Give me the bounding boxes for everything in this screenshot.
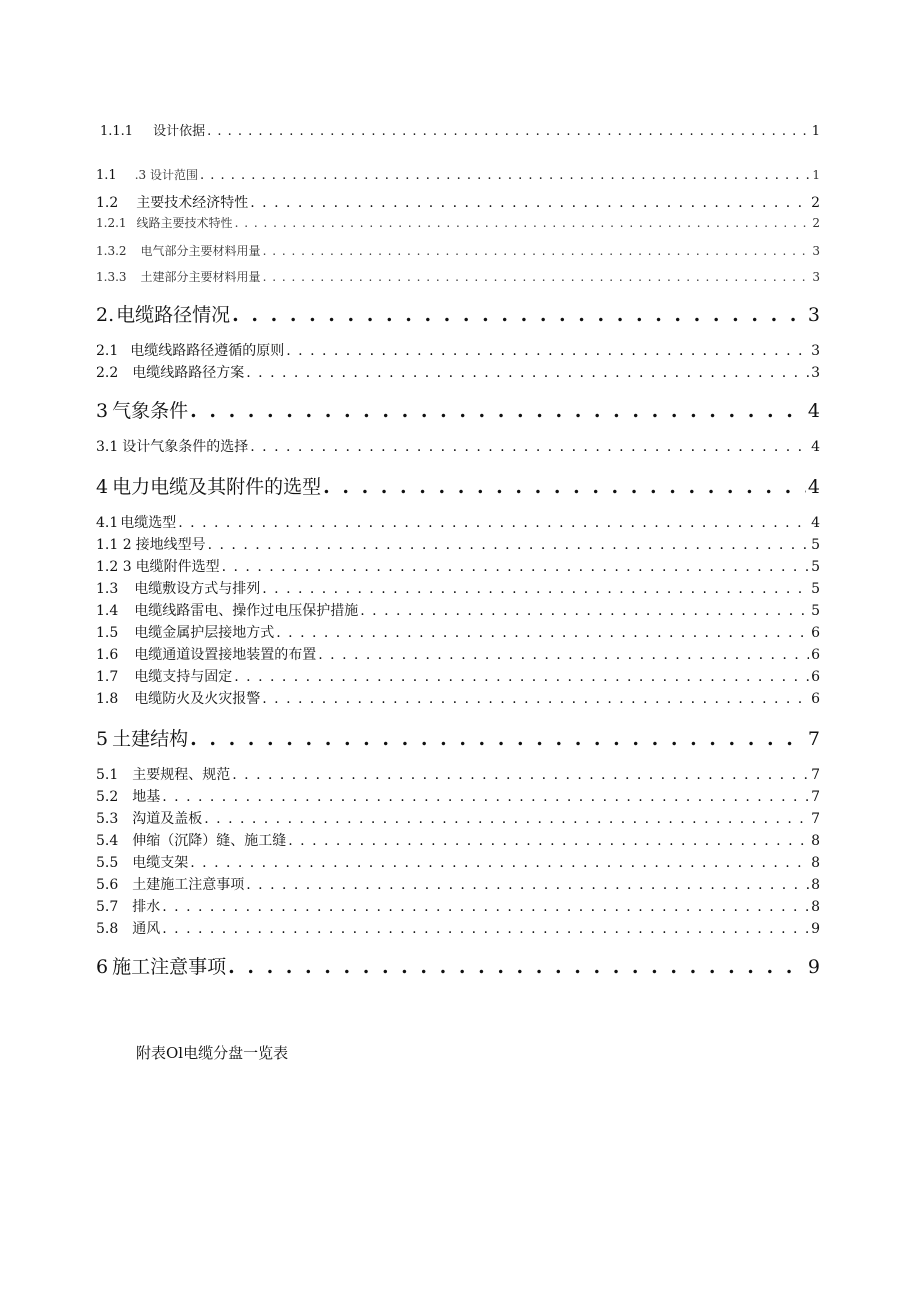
toc-entry[interactable] xyxy=(96,918,820,938)
dot-leader xyxy=(207,124,810,139)
toc-number: 1.2 3 xyxy=(96,559,132,575)
toc-title: 电缆线路雷电、操作过电压保护措施 xyxy=(134,603,359,619)
toc-entry-chapter[interactable] xyxy=(96,396,820,423)
dot-leader xyxy=(234,669,809,685)
toc-title: 电缆线路路径遵循的原则 xyxy=(130,343,285,359)
toc-number: 1.1 2 xyxy=(96,537,132,553)
dot-leader xyxy=(162,789,809,805)
dot-leader xyxy=(190,855,809,871)
toc-page-number: 9 xyxy=(811,921,820,937)
toc-page-number: 3 xyxy=(807,304,820,326)
toc-entry[interactable] xyxy=(96,166,820,183)
toc-title: 电缆通道设置接地装置的布置 xyxy=(134,647,317,663)
toc-page-number: 4 xyxy=(807,400,820,422)
toc-entry-chapter[interactable] xyxy=(96,952,820,979)
toc-number: 2.2 xyxy=(96,365,119,381)
toc-title: 土建结构 xyxy=(112,728,189,750)
toc-entry-chapter[interactable] xyxy=(96,472,820,499)
toc-number: 1.4 xyxy=(96,603,119,619)
toc-number: 5.6 xyxy=(96,877,119,893)
toc-entry-chapter[interactable] xyxy=(96,724,820,751)
toc-title: 接地线型号 xyxy=(135,537,206,553)
toc-number: 3 xyxy=(96,400,109,422)
toc-title: 施工注意事项 xyxy=(112,956,227,978)
toc-title: 电缆防火及火灾报警 xyxy=(134,691,261,707)
toc-entry-chapter[interactable] xyxy=(96,300,820,327)
dot-leader xyxy=(276,625,809,641)
toc-title: 主要技术经济特性 xyxy=(136,195,249,211)
toc-entry[interactable] xyxy=(96,340,820,360)
dot-leader xyxy=(232,767,809,783)
toc-page-number: 7 xyxy=(811,789,820,805)
toc-number: 1.1 xyxy=(96,168,117,183)
toc-title: 地基 xyxy=(132,789,161,805)
toc-entry[interactable] xyxy=(96,644,820,664)
toc-entry[interactable] xyxy=(96,896,820,916)
toc-page-number: 3 xyxy=(811,365,820,381)
toc-page-number: 2 xyxy=(811,195,820,211)
toc-entry[interactable] xyxy=(96,436,820,456)
toc-number: 5.5 xyxy=(96,855,119,871)
toc-number: 3.1 xyxy=(96,439,119,455)
dot-leader xyxy=(162,899,809,915)
toc-title: 气象条件 xyxy=(112,400,189,422)
toc-page-number: 2 xyxy=(812,216,820,230)
toc-page-number: 8 xyxy=(811,833,820,849)
dot-leader xyxy=(228,956,806,978)
toc-title: 主要规程、规范 xyxy=(132,767,231,783)
dot-leader xyxy=(232,304,806,326)
toc-title: 设计气象条件的选择 xyxy=(122,439,249,455)
toc-title: 电缆路径情况 xyxy=(116,304,231,326)
dot-leader xyxy=(235,216,811,230)
toc-page-number: 7 xyxy=(811,811,820,827)
toc-title: 设计依据 xyxy=(153,124,206,139)
toc-number: 1.2 xyxy=(96,195,119,211)
toc-title: 电缆附件选型 xyxy=(135,559,220,575)
toc-entry[interactable] xyxy=(96,852,820,872)
toc-page-number: 3 xyxy=(811,343,820,359)
toc-page-number: 5 xyxy=(811,537,820,553)
toc-number: 1.8 xyxy=(96,691,119,707)
toc-number: 5 xyxy=(96,728,109,750)
toc-number: 5.8 xyxy=(96,921,119,937)
toc-number: 5.4 xyxy=(96,833,119,849)
toc-entry[interactable] xyxy=(96,362,820,382)
toc-entry[interactable] xyxy=(96,268,820,285)
toc-page-number: 6 xyxy=(811,647,820,663)
toc-number: 1.5 xyxy=(96,625,119,641)
toc-page-number: 7 xyxy=(807,728,820,750)
toc-page-number: 5 xyxy=(811,559,820,575)
toc-entry[interactable] xyxy=(96,830,820,850)
toc-title: 电缆金属护层接地方式 xyxy=(134,625,275,641)
toc-title: 沟道及盖板 xyxy=(132,811,203,827)
dot-leader xyxy=(222,559,809,575)
dot-leader xyxy=(190,728,806,750)
appendix-title[interactable]: 附表Ol电缆分盘一览表 xyxy=(136,1044,289,1062)
toc-title: 电缆支架 xyxy=(132,855,189,871)
toc-number: 2. xyxy=(96,304,115,326)
toc-entry[interactable] xyxy=(96,622,820,642)
toc-number: 5.3 xyxy=(96,811,119,827)
toc-page-number: 8 xyxy=(811,877,820,893)
toc-title: 电气部分主要材料用量 xyxy=(140,244,261,258)
toc-page-number: 7 xyxy=(811,767,820,783)
toc-number: 1.2.1 xyxy=(96,216,127,230)
dot-leader xyxy=(250,439,809,455)
toc-title: 电缆线路路径方案 xyxy=(132,365,245,381)
toc-page-number: 8 xyxy=(811,855,820,871)
dot-leader xyxy=(208,537,809,553)
dot-leader xyxy=(263,244,811,258)
toc-entry[interactable] xyxy=(96,578,820,598)
toc-title: 电缆选型 xyxy=(120,515,177,531)
toc-entry[interactable] xyxy=(96,214,820,231)
toc-entry[interactable] xyxy=(96,874,820,894)
dot-leader xyxy=(360,603,809,619)
toc-entry[interactable] xyxy=(96,600,820,620)
toc-page-number: 5 xyxy=(811,603,820,619)
toc-page-number: 3 xyxy=(812,244,820,258)
toc-page-number: 4 xyxy=(811,515,820,531)
toc-entry[interactable] xyxy=(96,120,820,139)
dot-leader xyxy=(250,195,809,211)
toc-entry[interactable] xyxy=(96,556,820,576)
dot-leader xyxy=(318,647,809,663)
dot-leader xyxy=(162,921,809,937)
toc-entry[interactable] xyxy=(96,242,820,259)
toc-entry[interactable] xyxy=(96,764,820,784)
toc-number: 1.7 xyxy=(96,669,119,685)
toc-title: 通风 xyxy=(132,921,161,937)
dot-leader xyxy=(200,168,810,183)
toc-number: 5.2 xyxy=(96,789,119,805)
toc-number: 1.3 xyxy=(96,581,119,597)
toc-number: 1.3.3 xyxy=(96,270,127,284)
toc-page-number: 1 xyxy=(811,124,820,139)
dot-leader xyxy=(263,270,811,284)
toc-title: 土建部分主要材料用量 xyxy=(140,270,261,284)
dot-leader xyxy=(323,476,806,498)
toc-title: 伸缩（沉降）缝、施工缝 xyxy=(132,833,287,849)
toc-entry[interactable] xyxy=(96,688,820,708)
toc-page-number: 4 xyxy=(807,476,820,498)
toc-title: 排水 xyxy=(132,899,161,915)
toc-page-number: 3 xyxy=(812,270,820,284)
toc-title: .3 设计范围 xyxy=(134,168,198,182)
toc-page-number: 5 xyxy=(811,581,820,597)
toc-title: 电缆支持与固定 xyxy=(134,669,233,685)
toc-page-number: 6 xyxy=(811,625,820,641)
toc-entry[interactable] xyxy=(96,808,820,828)
dot-leader xyxy=(246,877,809,893)
dot-leader xyxy=(178,515,809,531)
toc-number: 6 xyxy=(96,956,109,978)
toc-number: 5.1 xyxy=(96,767,119,783)
toc-title: 电缆敷设方式与排列 xyxy=(134,581,261,597)
toc-title: 电力电缆及其附件的选型 xyxy=(112,476,322,498)
toc-page-number: 8 xyxy=(811,899,820,915)
toc-number: 2.1 xyxy=(96,343,119,359)
toc-number: 5.7 xyxy=(96,899,119,915)
toc-page-number: 4 xyxy=(811,439,820,455)
dot-leader xyxy=(262,691,809,707)
toc-number: 1.3.2 xyxy=(96,244,127,258)
dot-leader xyxy=(288,833,809,849)
toc-number: 1.1.1 xyxy=(100,124,134,139)
toc-entry[interactable] xyxy=(96,666,820,686)
toc-page-number: 6 xyxy=(811,691,820,707)
toc-title: 土建施工注意事项 xyxy=(132,877,245,893)
toc-page-number: 9 xyxy=(807,956,820,978)
dot-leader xyxy=(204,811,809,827)
dot-leader xyxy=(246,365,809,381)
toc-page-number: 1 xyxy=(812,168,820,182)
toc-page-number: 6 xyxy=(811,669,820,685)
dot-leader xyxy=(190,400,806,422)
toc-number: 4.1 xyxy=(96,515,119,531)
toc-title: 线路主要技术特性 xyxy=(136,216,233,230)
toc-number: 4 xyxy=(96,476,109,498)
toc-entry[interactable] xyxy=(96,512,820,532)
toc-entry[interactable] xyxy=(96,192,820,212)
toc-entry[interactable] xyxy=(96,534,820,554)
dot-leader xyxy=(286,343,809,359)
toc-number: 1.6 xyxy=(96,647,119,663)
toc-entry[interactable] xyxy=(96,786,820,806)
dot-leader xyxy=(262,581,809,597)
